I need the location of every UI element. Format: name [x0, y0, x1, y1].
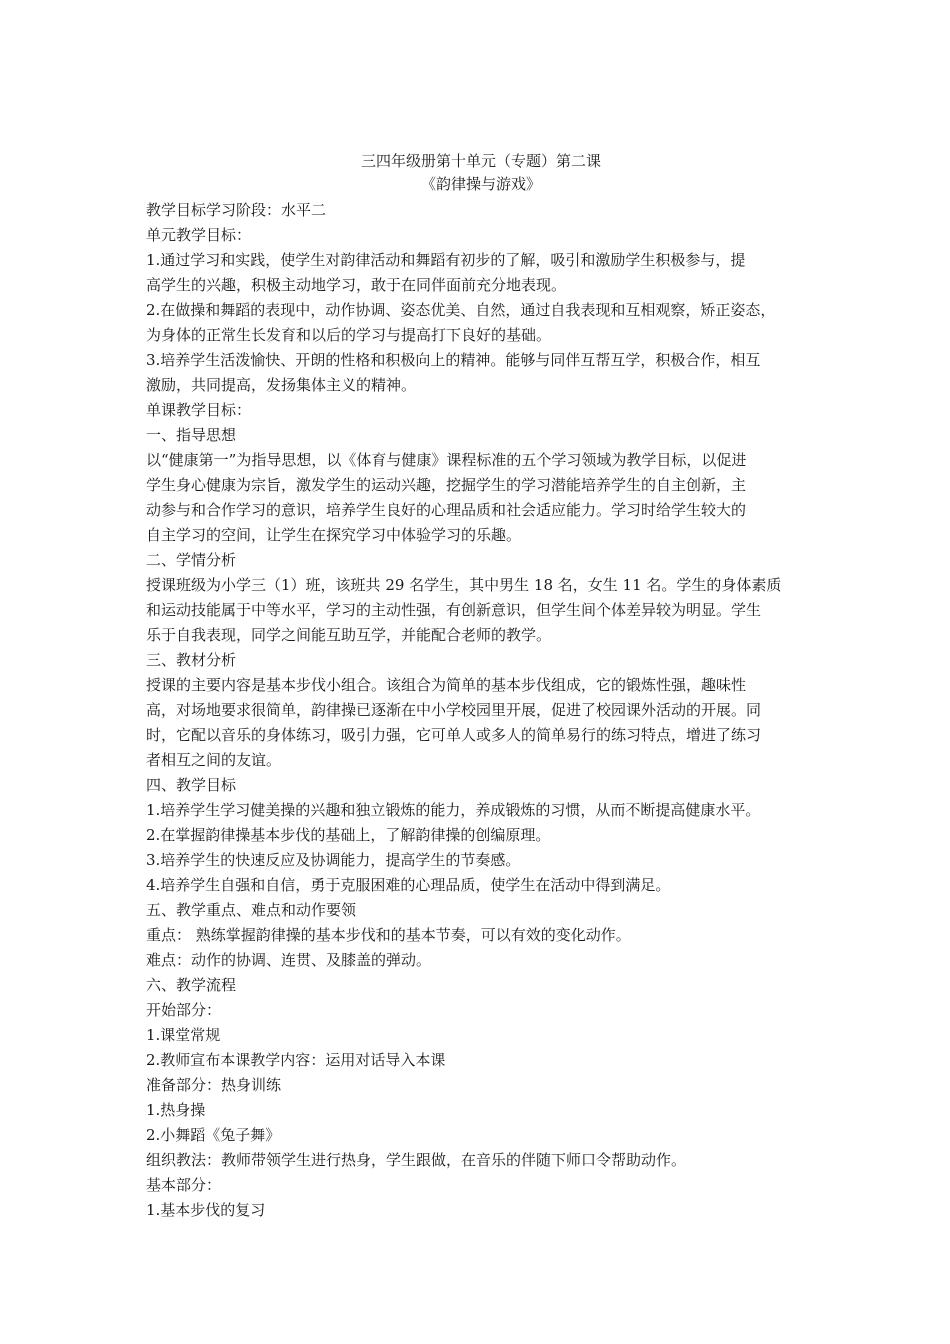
text-line: 三、教材分析	[146, 651, 237, 669]
document-body	[146, 198, 816, 1223]
text-line: 3.培养学生的快速反应及协调能力，提高学生的节奏感。	[146, 851, 521, 869]
text-line: 2.在做操和舞蹈的表现中，动作协调、姿态优美、自然，通过自我表现和互相观察，矫正姿态，	[146, 301, 776, 319]
text-line: 4.培养学生自强和自信，勇于克服困难的心理品质，使学生在活动中得到满足。	[146, 876, 671, 894]
text-line: 五、教学重点、难点和动作要领	[146, 901, 357, 919]
text-line: 2.教师宣布本课教学内容：运用对话导入本课	[146, 1051, 446, 1069]
text-line: 激励，共同提高，发扬集体主义的精神。	[146, 376, 417, 394]
text-line: 一、指导思想	[146, 426, 237, 444]
text-line: 1.热身操	[146, 1101, 206, 1119]
text-line: 自主学习的空间，让学生在探究学习中体验学习的乐趣。	[146, 526, 522, 544]
text-line: 以“健康第一”为指导思想，以《体育与健康》课程标准的五个学习领域为教学目标，以促进	[146, 451, 747, 469]
text-line: 教学目标学习阶段：水平二	[146, 201, 327, 219]
text-line: 授课的主要内容是基本步伐小组合。该组合为简单的基本步伐组成，它的锻炼性强，趣味性	[146, 676, 747, 694]
text-line: 学生身心健康为宗旨，激发学生的运动兴趣，挖掘学生的学习潜能培养学生的自主创新，主	[146, 476, 747, 494]
text-line: 时，它配以音乐的身体练习，吸引力强，它可单人或多人的简单易行的练习特点，增进了练习	[146, 726, 762, 744]
text-line: 准备部分：热身训练	[146, 1076, 282, 1094]
text-line: 基本部分：	[146, 1176, 222, 1194]
text-line: 组织教法：教师带领学生进行热身，学生跟做，在音乐的伴随下师口令帮助动作。	[146, 1151, 687, 1169]
document-title: 三四年级册第十单元（专题）第二课	[360, 152, 601, 170]
text-line: 动参与和合作学习的意识，培养学生良好的心理品质和社会适应能力。学习时给学生较大的	[146, 501, 747, 519]
document-page	[146, 150, 816, 1223]
text-line: 乐于自我表现，同学之间能互助互学，并能配合老师的教学。	[146, 626, 552, 644]
text-line: 1.通过学习和实践，使学生对韵律活动和舞蹈有初步的了解，吸引和激励学生积极参与，提	[146, 251, 746, 269]
text-line: 2.在掌握韵律操基本步伐的基础上，了解韵律操的创编原理。	[146, 826, 551, 844]
text-line: 开始部分：	[146, 1001, 222, 1019]
text-line: 者相互之间的友谊。	[146, 751, 282, 769]
text-line: 1.基本步伐的复习	[146, 1201, 266, 1219]
text-line: 为身体的正常生长发育和以后的学习与提高打下良好的基础。	[146, 326, 552, 344]
text-line: 六、教学流程	[146, 976, 237, 994]
text-line: 和运动技能属于中等水平，学习的主动性强，有创新意识，但学生间个体差异较为明显。学生	[146, 601, 762, 619]
text-line: 单课教学目标：	[146, 401, 252, 419]
text-line: 高学生的兴趣，积极主动地学习，敢于在同伴面前充分地表现。	[146, 276, 567, 294]
text-line: 3.培养学生活泼愉快、开朗的性格和积极向上的精神。能够与同伴互帮互学，积极合作，相互	[146, 351, 761, 369]
text-line: 1.培养学生学习健美操的兴趣和独立锻炼的能力，养成锻炼的习惯，从而不断提高健康水平。	[146, 801, 761, 819]
text-line: 2.小舞蹈《兔子舞》	[146, 1126, 281, 1144]
text-line: 难点：动作的协调、连贯、及膝盖的弹动。	[146, 951, 432, 969]
text-line: 1.课堂常规	[146, 1026, 221, 1044]
text-line: 重点： 熟练掌握韵律操的基本步伐和的基本节奏，可以有效的变化动作。	[146, 926, 631, 944]
text-line: 高，对场地要求很简单，韵律操已逐渐在中小学校园里开展，促进了校园课外活动的开展。同	[146, 701, 762, 719]
text-line: 四、教学目标	[146, 776, 237, 794]
text-line: 二、学情分析	[146, 551, 237, 569]
document-subtitle: 《韵律操与游戏》	[420, 175, 541, 193]
text-line: 授课班级为小学三（1）班，该班共 29 名学生，其中男生 18 名，女生 11 名。学生的身体素质	[146, 576, 782, 594]
text-line: 单元教学目标：	[146, 226, 252, 244]
